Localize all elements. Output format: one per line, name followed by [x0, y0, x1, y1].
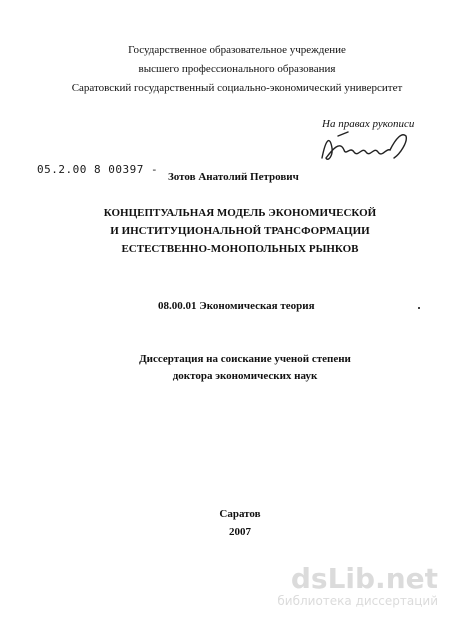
title-line-3: ЕСТЕСТВЕННО-МОНОПОЛЬНЫХ РЫНКОВ [121, 243, 359, 255]
scan-speck [418, 307, 420, 309]
watermark [277, 564, 438, 608]
specialty-code: 08.00.01 Экономическая теория [158, 300, 315, 312]
institution-line-2: высшего профессионального образования [138, 63, 336, 75]
watermark-subtitle: библиотека диссертаций [277, 594, 438, 608]
degree-line-1: Диссертация на соискание ученой степени [139, 353, 351, 365]
handwritten-signature [318, 128, 414, 168]
degree-line-2: доктора экономических наук [172, 370, 318, 382]
archive-stamp: 05.2.00 8 00397 - [37, 163, 159, 176]
author-name: Зотов Анатолий Петрович [168, 171, 299, 183]
watermark-logo: dsLib.net [290, 562, 438, 595]
institution-line-1: Государственное образовательное учреждение [128, 44, 346, 56]
manuscript-note: На правах рукописи [322, 118, 415, 130]
title-line-2: И ИНСТИТУЦИОНАЛЬНОЙ ТРАНСФОРМАЦИИ [110, 225, 370, 237]
institution-line-3: Саратовский государственный социально-экономический университет [71, 82, 403, 94]
title-line-1: КОНЦЕПТУАЛЬНАЯ МОДЕЛЬ ЭКОНОМИЧЕСКОЙ [103, 207, 377, 219]
city: Саратов [219, 508, 261, 520]
year: 2007 [229, 526, 251, 538]
